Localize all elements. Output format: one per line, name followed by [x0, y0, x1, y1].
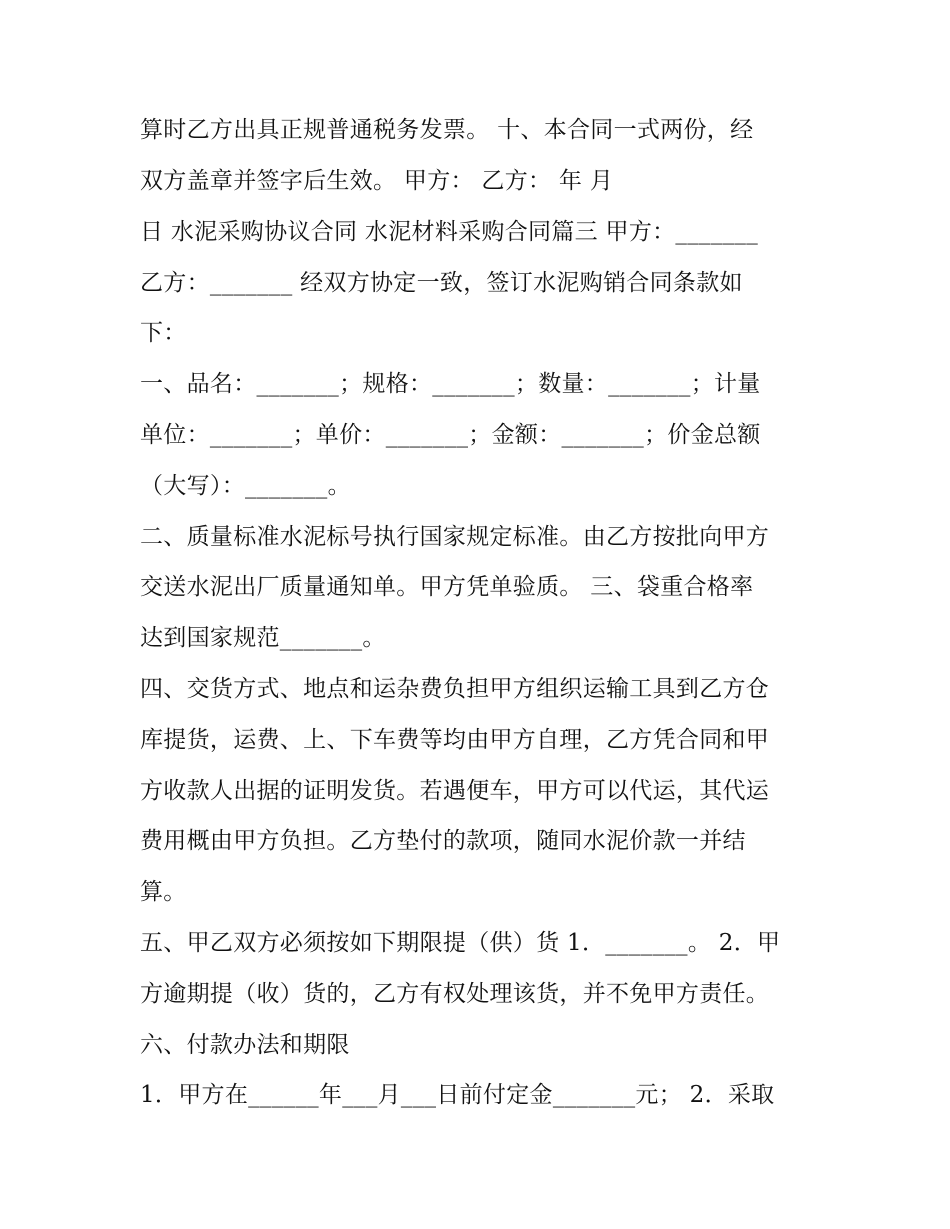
text-line: （大写）：_______。	[140, 473, 351, 499]
text-line: 库提货，运费、上、下车费等均由甲方自理，乙方凭合同和甲	[140, 727, 770, 753]
text-line: 1．甲方在______年___月___日前付定金_______元； 2．采取	[140, 1082, 775, 1108]
text-line: 交送水泥出厂质量通知单。甲方凭单验质。 三、袋重合格率	[140, 574, 754, 600]
text-line: 方逾期提（收）货的，乙方有权处理该货，并不免甲方责任。	[140, 981, 770, 1007]
text-line: 日 水泥采购协议合同 水泥材料采购合同篇三 甲方：_______	[140, 219, 759, 245]
text-line: 六、付款办法和期限	[140, 1032, 350, 1058]
text-line: 算时乙方出具正规普通税务发票。 十、本合同一式两份，经	[140, 117, 754, 143]
text-line: 二、质量标准水泥标号执行国家规定标准。由乙方按批向甲方	[140, 524, 770, 550]
text-line: 一、品名：_______；规格：_______；数量：_______；计量	[140, 371, 761, 397]
text-line: 方收款人出据的证明发货。若遇便车，甲方可以代运，其代运	[140, 778, 770, 804]
text-line: 下：	[140, 320, 187, 346]
text-line: 四、交货方式、地点和运杂费负担甲方组织运输工具到乙方仓	[140, 676, 770, 702]
text-line: 费用概由甲方负担。乙方垫付的款项，随同水泥价款一并结	[140, 828, 746, 854]
text-line: 双方盖章并签字后生效。 甲方： 乙方： 年 月	[140, 168, 614, 194]
text-line: 乙方：_______ 经双方协定一致，签订水泥购销合同条款如	[140, 270, 743, 296]
text-line: 算。	[140, 879, 187, 905]
text-line: 五、甲乙双方必须按如下期限提（供）货 1．_______。 2．甲	[140, 930, 781, 956]
text-line: 达到国家规范_______。	[140, 625, 386, 651]
text-line: 单位：_______；单价：_______；金额：_______；价金总额	[140, 422, 761, 448]
